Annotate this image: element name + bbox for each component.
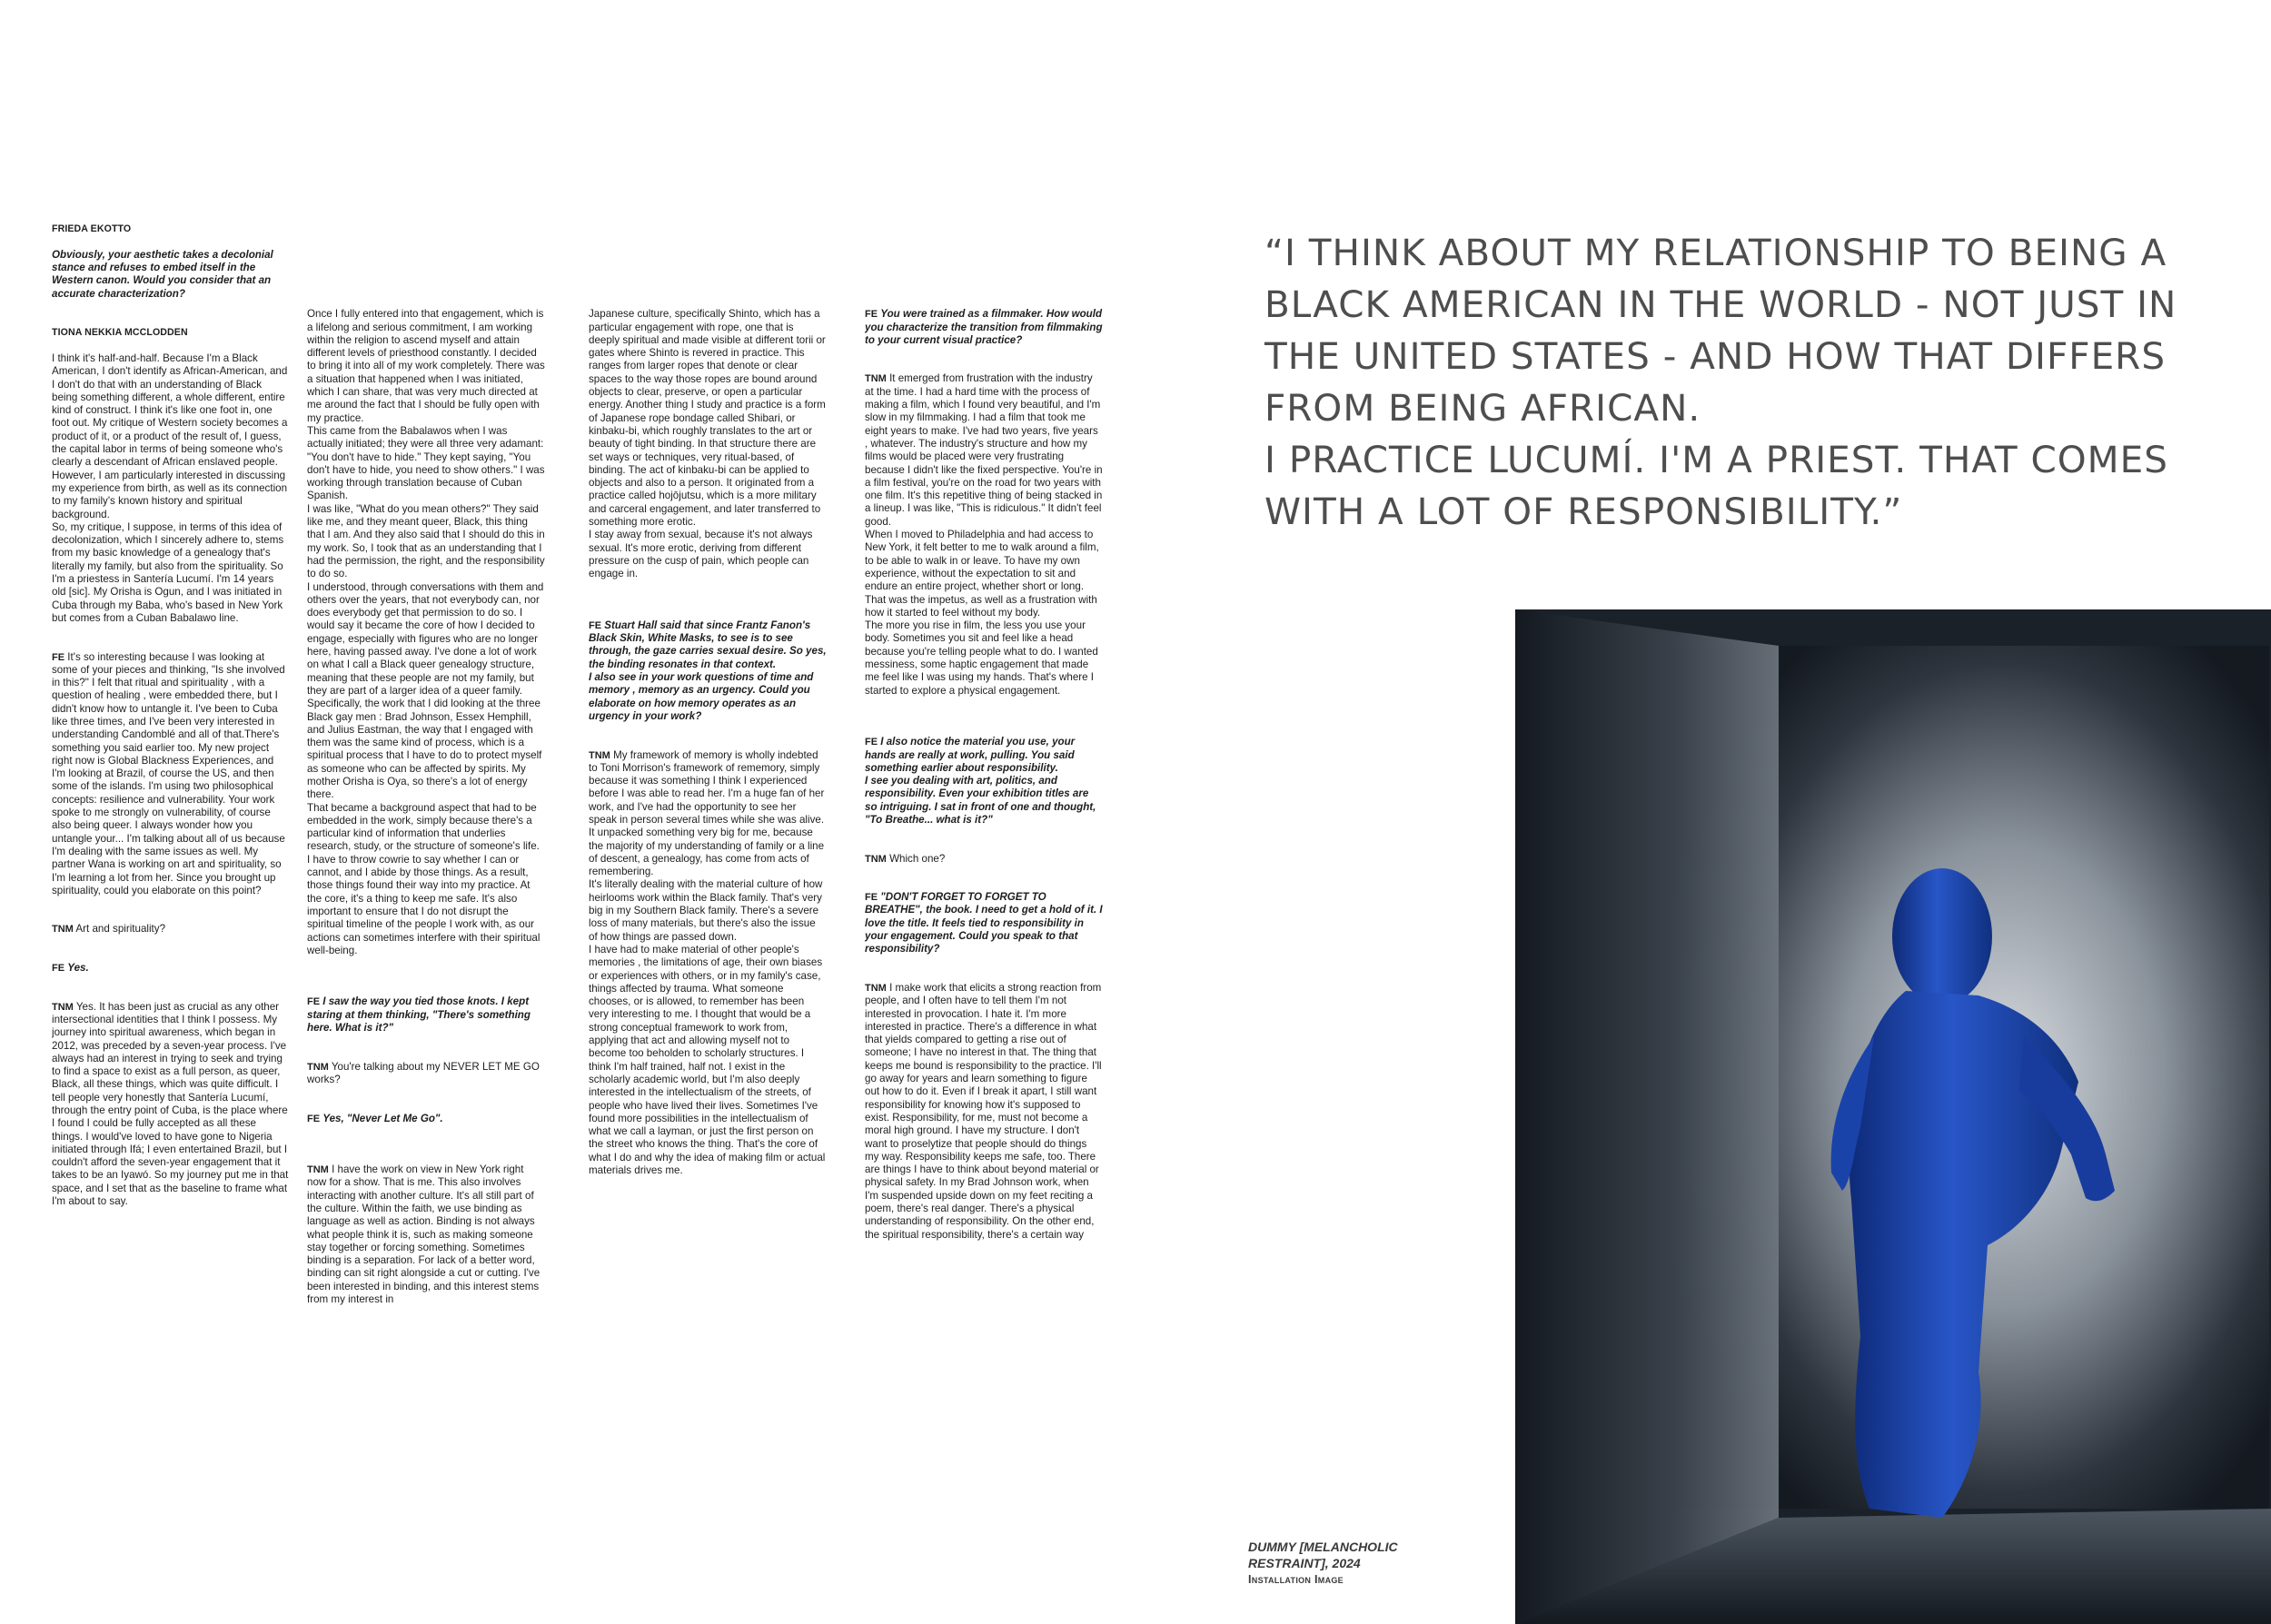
speaker-initials: TNM [307, 1164, 329, 1176]
question-text: Stuart Hall said that since Frantz Fanon's Black Skin, White Masks, to see is to see through, the gaze carries sexual desire. So yes, the binding resonates in that context. I also see in your work questions of time and memory , memory as an urgency. Could you elaborate on how memory operates as an urgency in your work? [589, 619, 827, 722]
answer-text: You're talking about my NEVER LET ME GO works? [307, 1060, 540, 1085]
answer-text: I have the work on view in New York right now for a show. That is me. This also involves interacting with another culture. It's all still part of the culture. Within the faith, we use binding as language as well as action. Binding is not always what people think it is, such as making someone stay together or forcing something. Sometimes binding is a separation. For lack of a better word, binding can sit right alongside a cut or cutting. I've been interested in binding, and this interest stems from my interest in [307, 1164, 540, 1306]
paragraph [52, 923, 290, 936]
answer-text: Which one? [889, 852, 946, 865]
paragraph [307, 1164, 545, 1306]
paragraph [865, 308, 1103, 347]
pull-quote: “I THINK ABOUT MY RELATIONSHIP TO BEING A BLACK AMERICAN IN THE WORLD - NOT JUST IN THE UNITED STATES - AND HOW THAT DIFFERS FROM BEING AFRICAN. I PRACTICE LUCUMÍ. I'M A PRIEST. THAT COMES WITH A LOT OF RESPONSIBILITY.” [1264, 231, 2177, 533]
installation-photo [1515, 609, 2271, 1624]
text-column-3 [589, 295, 827, 1367]
speaker-initials: TNM [52, 1001, 74, 1013]
paragraph [307, 1061, 545, 1087]
paragraph [52, 962, 290, 975]
question-text: I saw the way you tied those knots. I kept staring at them thinking, "There's something here. What is it?" [307, 995, 531, 1035]
paragraph [307, 1113, 545, 1125]
answer-text: Art and spirituality? [75, 923, 166, 936]
answer-text: I think it's half-and-half. Because I'm a Black American, I don't identify as African-American, and I don't do that with an understanding of Black being something different, a whole different, entire kind of construct. I think it's like one foot in, one foot out. My critique of Western society becomes a product of it, or a product of the result of, I guess, the capital labor in terms of being someone who's clearly a descendant of African enslaved people. However, I am particularly interested in discussing my experience from birth, as well as its connection to my family's known history and spiritual background. So, my critique, I suppose, in terms of this idea of decolonization, which I sincerely adhere to, stems from my basic knowledge of a genealogy that's literally my family, but also from the spirituality. So I'm a priestess in Santería Lucumí. I'm 14 years old [sic]. My Orisha is Ogun, and I was initiated in Cuba through my Baba, who's based in New York but comes from a Cuban Babalawo line. [52, 352, 288, 624]
speaker-initials: FE [52, 651, 65, 663]
speaker-initials: FE [589, 619, 602, 631]
question-text: "DON'T FORGET TO FORGET TO BREATHE", the book. I need to get a hold of it. I love the title. It feels tied to responsibility in your engagement. Could you speak to that responsibility? [865, 891, 1103, 956]
caption-subtitle: Installation Image [1248, 1573, 1344, 1586]
speaker-initials: FE [307, 996, 321, 1008]
answer-text: It emerged from frustration with the industry at the time. I had a hard time with the process of making a film, which I found very beautiful, and I'm slow in my filmmaking. I had a film that took me eight years to make. I've had two years, five years , whatever. The industry's structure and how my films would be placed were very frustrating because I didn't like the fixed perspective. You're in a film festival, you're on the road for two years with one film. It's this repetitive thing of being stacked in a lineup. I was like, "This is ridiculous." It didn't feel good. When I moved to Philadelphia and had access to New York, it felt better to me to walk around a film, to be able to walk in or leave. To have my own experience, without the expectation to sit and endure an entire project, whether short or long. That was the impetus, as well as a frustration with how it started to feel without my body. The more you rise in film, the less you use your body. Sometimes you sit and feel like a head because you're telling people what to do. I wanted messiness, some haptic engagement that made me feel like I was using my hands. That's where I started to explore a physical engagement. [865, 372, 1103, 697]
speaker-initials: FE [52, 963, 65, 975]
answer-text: Yes. It has been just as crucial as any other intersectional identities that I think I possess. My journey into spiritual awareness, which began in 2012, was preceded by a seven-year process. I've always had an interest in trying to seek and trying to find a space to exist as a full person, as queer, Black, all these things, which was quite difficult. I tell people very honestly that Santería Lucumí, through the entry point of Cuba, is the place where I found I could be fully accepted as all these things. I would've loved to have gone to Nigeria initiated through Ifá; I even entertained Brazil, but I couldn't afford the seven-year engagement that it takes to be an Iyawó. So my journey put me in that space, and I set that as the baseline to frame what I'm about to say. [52, 1000, 289, 1208]
speaker-initials: TNM [589, 749, 610, 761]
question-text: Yes. [67, 962, 89, 975]
speaker-initials: FE [865, 309, 878, 321]
question-text: I also notice the material you use, your hands are really at work, pulling. You said something earlier about responsibility. I see you dealing with art, politics, and responsibility. Even your exhibition titles are so intriguing. I sat in front of one and thought, "To Breathe... what is it?" [865, 736, 1096, 826]
speaker-name: TIONA NEKKIA MCCLODDEN [52, 327, 188, 339]
caption-title: DUMMY [MELANCHOLIC RESTRAINT], 2024 [1248, 1540, 1398, 1570]
photo-caption [1248, 1539, 1466, 1588]
question-text: Obviously, your aesthetic takes a decolonial stance and refuses to embed itself in the Western canon. Would you consider that an accurate characterization? [52, 248, 273, 300]
question-text: Yes, "Never Let Me Go". [322, 1112, 443, 1124]
paragraph [589, 749, 827, 1178]
paragraph [589, 619, 827, 723]
paragraph [52, 651, 290, 898]
answer-text: I make work that elicits a strong reaction from people, and I often have to tell them I'm not interested in provocation. I hate it. I'm more interested in practice. There's a difference in what that yields compared to getting a rise out of someone; I have no interest in that. The thing that keeps me bound is responsibility to the practice. I'll go away for years and learn something to figure out how to do it. Even if I break it apart, I still want responsibility for knowing how it's supposed to exist. Responsibility, for me, must not become a moral high ground. I have my structure. I don't want to proselytize that people should do things my way. Responsibility keeps me safe, too. There are things I have to think about beyond material or physical safety. In my Brad Johnson work, when I'm suspended upside down on my feet reciting a poem, there's real danger. There's a physical understanding of responsibility. On the other end, the spiritual responsibility, there's a certain way [865, 981, 1102, 1241]
speaker-initials: TNM [865, 982, 887, 994]
speaker-initials: TNM [52, 924, 74, 936]
paragraph [865, 891, 1103, 956]
paragraph [52, 1001, 290, 1209]
speaker-initials: TNM [865, 373, 887, 385]
answer-text: Once I fully entered into that engagement, which is a lifelong and serious commitment, I am working within the religion to ascend myself and attain different levels of priesthood constantly. I decided to bring it into all of my work completely. There was a situation that happened when I was initiated, which I can share, that was very much directed at me around the fact that I should be fully open with my practice. This came from the Babalawos when I was actually initiated; they were all three very adamant: "You don't have to hide." They kept saying, "You don't have to hide, you need to show others." I was working through translation because of Cuban Spanish. I was like, "What do you mean others?" They said like me, and they meant queer, Black, this thing that I am. And they also said that I should do this in my work. So, I took that as an understanding that I had the permission, the right, and the responsibility to do so. I understood, through conversations with them and others over the years, that not everybody can, nor does everybody get that permission to do so. I would say it became the core of how I decided to engage, especially with figures who are no longer here, having passed away. I've done a lot of work on what I call a Black queer genealogy structure, meaning that these people are not my family, but they are part of a larger idea of a queer family. Specifically, the work that I did looking at the three Black gay men : Brad Johnson, Essex Hemphill, and Julius Eastman, the way that I engaged with them was the same kind of process, which is a spiritual process that I have to do to protect myself as someone who can be affected by spirits. My mother Orisha is Oya, so there's a lot of energy there. That became a background aspect that had to be embedded in the work, simply because there's a particular kind of information that underlies research, study, or the structure of someone's life. I have to throw cowrie to say whether I can or cannot, and I abide by those things. As a result, those things found their way into my practice. At the core, it's a thing to keep me safe. It's also important to ensure that I do not disrupt the spiritual timeline of the people I work with, as our actions can sometimes interfere with their spiritual well-being. [307, 308, 545, 956]
paragraph [865, 982, 1103, 1242]
speaker-initials: FE [865, 737, 878, 748]
sculpture-photo-illustration [1515, 609, 2271, 1624]
text-column-2 [307, 295, 545, 1412]
answer-text: Japanese culture, specifically Shinto, which has a particular engagement with rope, one that is deeply spiritual and made visible at different torii or gates where Shinto is revered in practice. This ranges from larger ropes that denote or clear spaces to the way those ropes are bound around objects to clear, preserve, or open a particular energy. Another thing I study and practice is a form of Japanese rope bondage called Shibari, or kinbaku-bi, which roughly translates to the art or beauty of tight binding. In that structure there are set ways or techniques, very ritual-based, of binding. The act of kinbaku-bi can be applied to objects and also to a person. It originated from a practice called hojōjutsu, which is a more military and carceral engagement, and later transferred to something more erotic. I stay away from sexual, because it's not always sexual. It's more erotic, deriving from different pressure on the cusp of pain, which people can engage in. [589, 308, 826, 580]
speaker-name: FRIEDA EKOTTO [52, 223, 132, 235]
speaker-initials: TNM [307, 1061, 329, 1073]
text-column-1 [52, 210, 290, 1409]
paragraph [865, 372, 1103, 697]
question-text: It's so interesting because I was looking at some of your pieces and thinking, "Is she involved in this?" I felt that ritual and spirituality , with a question of healing , were embedded there, but I didn't know how to untangle it. I've been to Cuba like three times, and I've been very interested in understanding Candomblé and all of that.There's something you said earlier too. My new project right now is Global Blackness Experiences, and I'm looking at Brazil, of course the US, and then some of the islands. I'm using two philosophical concepts: resilience and vulnerability. Your work spoke to me strongly on vulnerability, of course also being queer. I always wonder how you untangle your... I'm talking about all of us because I'm dealing with the same issues as well. My partner Wana is working on art and spirituality, so I'm learning a lot from her. Since you brought up spirituality, could you elaborate on this point? [52, 650, 285, 896]
speaker-initials: TNM [865, 853, 887, 865]
question-text: You were trained as a filmmaker. How would you characterize the transition from filmmaking to your current visual practice? [865, 308, 1103, 346]
paragraph [307, 995, 545, 1035]
text-column-4 [865, 295, 1103, 1412]
answer-text: My framework of memory is wholly indebted to Toni Morrison's framework of rememory, simply because it was something I think I experienced before I was able to read her. I'm a huge fan of her work, and I've had the opportunity to see her speak in person several times while she was alive. It unpacked something very big for me, because the majority of my understanding of family or a line of descent, a genealogy, has come from acts of remembering. It's literally dealing with the material culture of how heirlooms work within the Black family. That's very big in my Southern Black family. There's a severe loss of many materials, but there's also the issue of how things are passed down. I have had to make material of other people's memories , the limitations of age, their own biases or experiences with others, or in my family's case, things affected by trauma. What someone chooses, or is allowed, to remember has been very interesting to me. I thought that would be a strong conceptual framework to work from, applying that act and allowing myself not to become too beholden to scholarly structures. I think I'm half trained, half not. I exist in the scholarly academic world, but I'm also deeply interested in the intellectualism of the streets, of people who have lived their lives. Sometimes I've found more possibilities in the intellectualism of what we call a layman, or just the first person on the street who knows the thing. That's the core of what I do and why the idea of making film or actual materials drives me. [589, 748, 826, 1176]
paragraph [865, 853, 1103, 866]
speaker-initials: FE [865, 892, 878, 904]
paragraph [865, 736, 1103, 827]
speaker-initials: FE [307, 1113, 321, 1124]
